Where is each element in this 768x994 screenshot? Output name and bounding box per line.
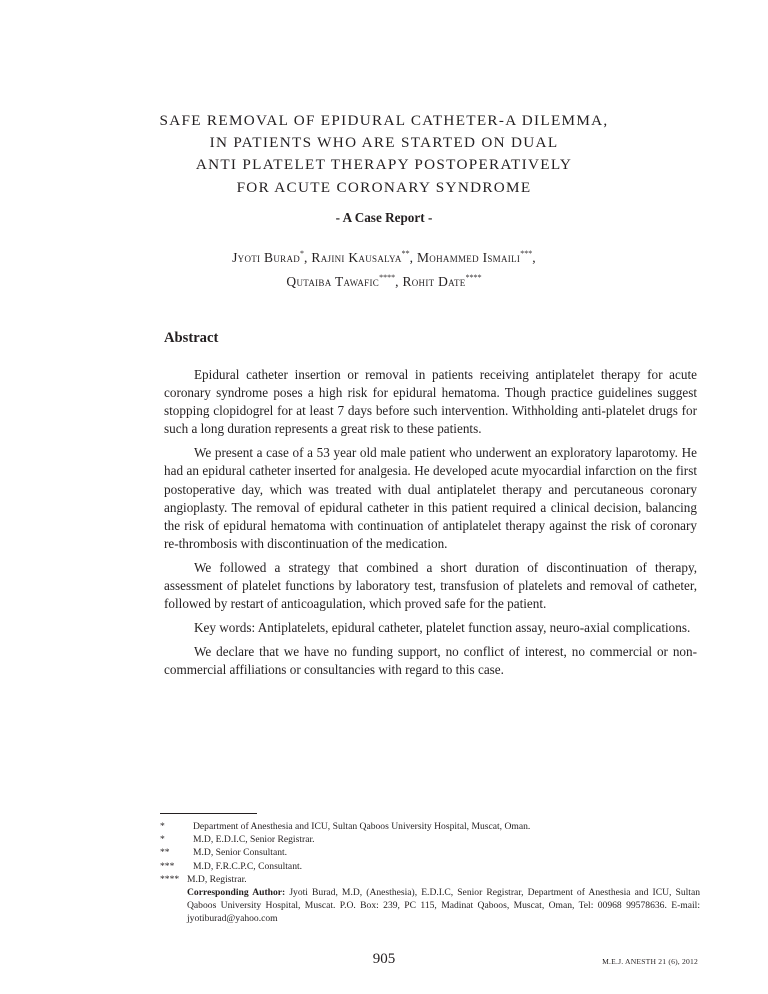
article-subtitle: - A Case Report - [335, 210, 433, 225]
footnote-text: Department of Anesthesia and ICU, Sultan Qaboos University Hospital, Muscat, Oman. [193, 821, 531, 832]
author-separator: , [304, 250, 312, 265]
author-name: Rohit Date [402, 274, 466, 289]
abstract-paragraph: We followed a strategy that combined a short duration of discontinuation of therapy, assessment of platelet functions by laboratory test, transfusion of platelets and removal of catheter, followed by restart of anticoagulation, which proved safe for the patient. [164, 559, 697, 612]
footnote-text: M.D, Registrar. [187, 873, 247, 885]
author-separator: , [532, 250, 536, 265]
article-title [0, 110, 768, 199]
footnote-mark: * [160, 821, 165, 832]
author-name: Qutaiba Tawafic [286, 274, 380, 289]
author-mark: **** [379, 273, 396, 282]
footnote-mark: * [160, 834, 165, 846]
footnote-row [160, 846, 700, 859]
page-number: 905 [372, 951, 396, 967]
author-name: Mohammed Ismaili [417, 250, 521, 265]
abstract-paragraph: Epidural catheter insertion or removal in patients receiving antiplatelet therapy for acute coronary syndrome poses a high risk for epidural hematoma. Though practice guidelines suggest stopping clopidogrel for at least 7 days before such intervention. Withholding anti-platelet drugs for such a long duration represents a great risk to these patients. [164, 367, 697, 437]
title-line: SAFE REMOVAL OF EPIDURAL CATHETER-A DILEMMA, [159, 112, 609, 129]
abstract-body [164, 366, 697, 686]
author-list [0, 244, 768, 292]
corresponding-author [160, 886, 700, 926]
footnote-row [160, 820, 700, 833]
footnote-row [160, 860, 700, 873]
footnote-row [160, 833, 700, 846]
corresponding-text: Jyoti Burad, M.D, (Anesthesia), E.D.I.C, Senior Registrar, Department of Anesthesia and ICU, Sultan Qaboos University Hospital, Muscat. P.O. Box: 239, PC 115, Madinat Qaboos, Muscat, Oman, Tel: 00968 99578636. E-mail: jyotiburad@yahoo.com [187, 887, 700, 925]
journal-reference: M.E.J. ANESTH 21 (6), 2012 [602, 957, 698, 966]
title-line: FOR ACUTE CORONARY SYNDROME [236, 178, 532, 196]
author-mark: * [300, 249, 305, 258]
footnote-text: M.D, F.R.C.P.C, Consultant. [193, 860, 303, 872]
footnote-mark: ** [160, 847, 170, 859]
author-line [0, 268, 768, 292]
author-name: Rajini Kausalya [311, 250, 402, 265]
title-line: IN PATIENTS WHO ARE STARTED ON DUAL [209, 134, 559, 152]
footnote-divider [160, 813, 257, 814]
title-line: ANTI PLATELET THERAPY POSTOPERATIVELY [195, 156, 573, 174]
author-separator: , [409, 250, 417, 265]
footnote-text: M.D, E.D.I.C, Senior Registrar. [193, 834, 315, 846]
keywords-label: Key words: [194, 620, 256, 636]
keywords-text: Antiplatelets, epidural catheter, platelet function assay, neuro-axial complications. [257, 620, 691, 636]
footnotes [160, 820, 700, 926]
footnote-row [160, 873, 700, 886]
author-mark: *** [520, 249, 533, 258]
corresponding-label: Corresponding Author: [187, 887, 286, 899]
author-separator: , [395, 274, 403, 289]
author-mark: ** [401, 249, 410, 258]
author-line [0, 244, 768, 268]
footnote-mark: *** [160, 860, 175, 872]
abstract-paragraph: We present a case of a 53 year old male patient who underwent an exploratory laparotomy. He had an epidural catheter inserted for analgesia. He developed acute myocardial infarction on the first postoperative day, which was treated with dual antiplatelet therapy and percutaneous coronary angioplasty. The removal of epidural catheter in this patient required a clinical decision, balancing the risk of epidural hematoma with continuation of antiplatelet therapy against the risk of coronary re-thrombosis with discontinuation of the medication. [164, 445, 697, 551]
author-name: Jyoti Burad [232, 250, 301, 265]
abstract-heading: Abstract [164, 330, 219, 346]
keywords-paragraph [164, 619, 697, 637]
declaration-paragraph: We declare that we have no funding support, no conflict of interest, no commercial or non-commercial affiliations or consultancies with regard to this case. [164, 644, 697, 678]
author-mark: **** [465, 273, 482, 282]
footnote-mark: **** [160, 873, 180, 885]
footnote-text: M.D, Senior Consultant. [193, 847, 288, 859]
